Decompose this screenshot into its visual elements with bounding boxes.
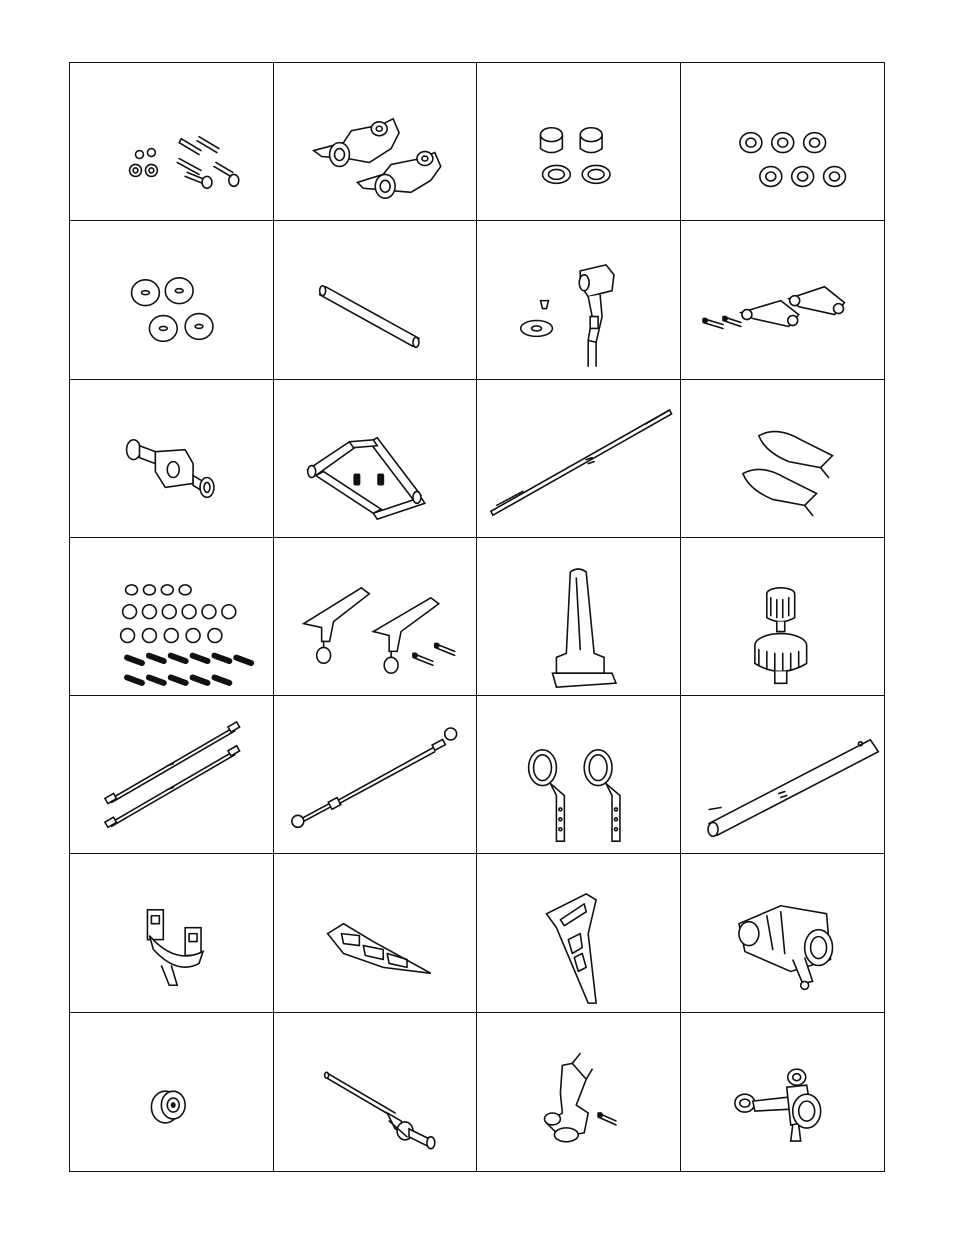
parts-cell bbox=[477, 854, 681, 1012]
parts-cell bbox=[477, 538, 681, 696]
tail-support-rods-icon bbox=[70, 696, 273, 853]
parts-cell bbox=[70, 696, 274, 854]
parts-cell bbox=[70, 380, 274, 538]
horizontal-stabilizer-icon bbox=[274, 854, 477, 1011]
mixing-arms-icon bbox=[681, 221, 885, 378]
parts-cell bbox=[274, 1013, 478, 1171]
parts-cell bbox=[681, 221, 885, 379]
pinion-gear-set-icon bbox=[681, 538, 885, 695]
tail-pitch-lever-icon bbox=[477, 1013, 680, 1171]
parts-cell bbox=[681, 63, 885, 221]
parts-grid bbox=[69, 62, 885, 1172]
parts-cell bbox=[70, 1013, 274, 1171]
parts-cell bbox=[681, 854, 885, 1012]
tail-gear-case-icon bbox=[681, 854, 885, 1011]
parts-cell bbox=[70, 538, 274, 696]
parts-cell bbox=[274, 696, 478, 854]
washers-icon bbox=[70, 221, 273, 378]
blade-grip-holder-icon bbox=[274, 63, 477, 220]
idler-pulley-icon bbox=[70, 1013, 273, 1171]
tail-output-shaft-icon bbox=[274, 1013, 477, 1171]
washout-arms-icon bbox=[274, 538, 477, 695]
tail-boom-icon bbox=[681, 696, 885, 853]
parts-cell bbox=[681, 538, 885, 696]
flybar-control-frame-icon bbox=[274, 380, 477, 537]
parts-cell bbox=[477, 1013, 681, 1171]
parts-cell bbox=[274, 380, 478, 538]
ball-bearings-icon bbox=[681, 63, 885, 220]
parts-cell bbox=[70, 221, 274, 379]
parts-cell bbox=[681, 380, 885, 538]
tail-control-rod-icon bbox=[274, 696, 477, 853]
screws-and-nuts-icon bbox=[70, 63, 273, 220]
parts-cell bbox=[70, 63, 274, 221]
parts-cell bbox=[274, 854, 478, 1012]
parts-cell bbox=[477, 696, 681, 854]
vertical-fin-icon bbox=[477, 854, 680, 1011]
flybar-paddles-icon bbox=[681, 380, 885, 537]
parts-cell bbox=[274, 221, 478, 379]
spindle-shaft-icon bbox=[274, 221, 477, 378]
flybar-rod-icon bbox=[477, 380, 680, 537]
parts-cell bbox=[681, 696, 885, 854]
collars-and-bearings-icon bbox=[477, 63, 680, 220]
rod-guide-clamps-icon bbox=[477, 696, 680, 853]
parts-cell bbox=[477, 221, 681, 379]
washout-guide-icon bbox=[477, 538, 680, 695]
parts-cell bbox=[477, 380, 681, 538]
parts-cell bbox=[477, 63, 681, 221]
hardware-assortment-icon bbox=[70, 538, 273, 695]
flybar-seesaw-holder-icon bbox=[70, 380, 273, 537]
parts-cell bbox=[274, 538, 478, 696]
parts-cell bbox=[681, 1013, 885, 1171]
rotor-head-block-icon bbox=[477, 221, 680, 378]
tail-pitch-slider-icon bbox=[681, 1013, 885, 1171]
tail-boom-mount-icon bbox=[70, 854, 273, 1011]
parts-cell bbox=[70, 854, 274, 1012]
parts-cell bbox=[274, 63, 478, 221]
